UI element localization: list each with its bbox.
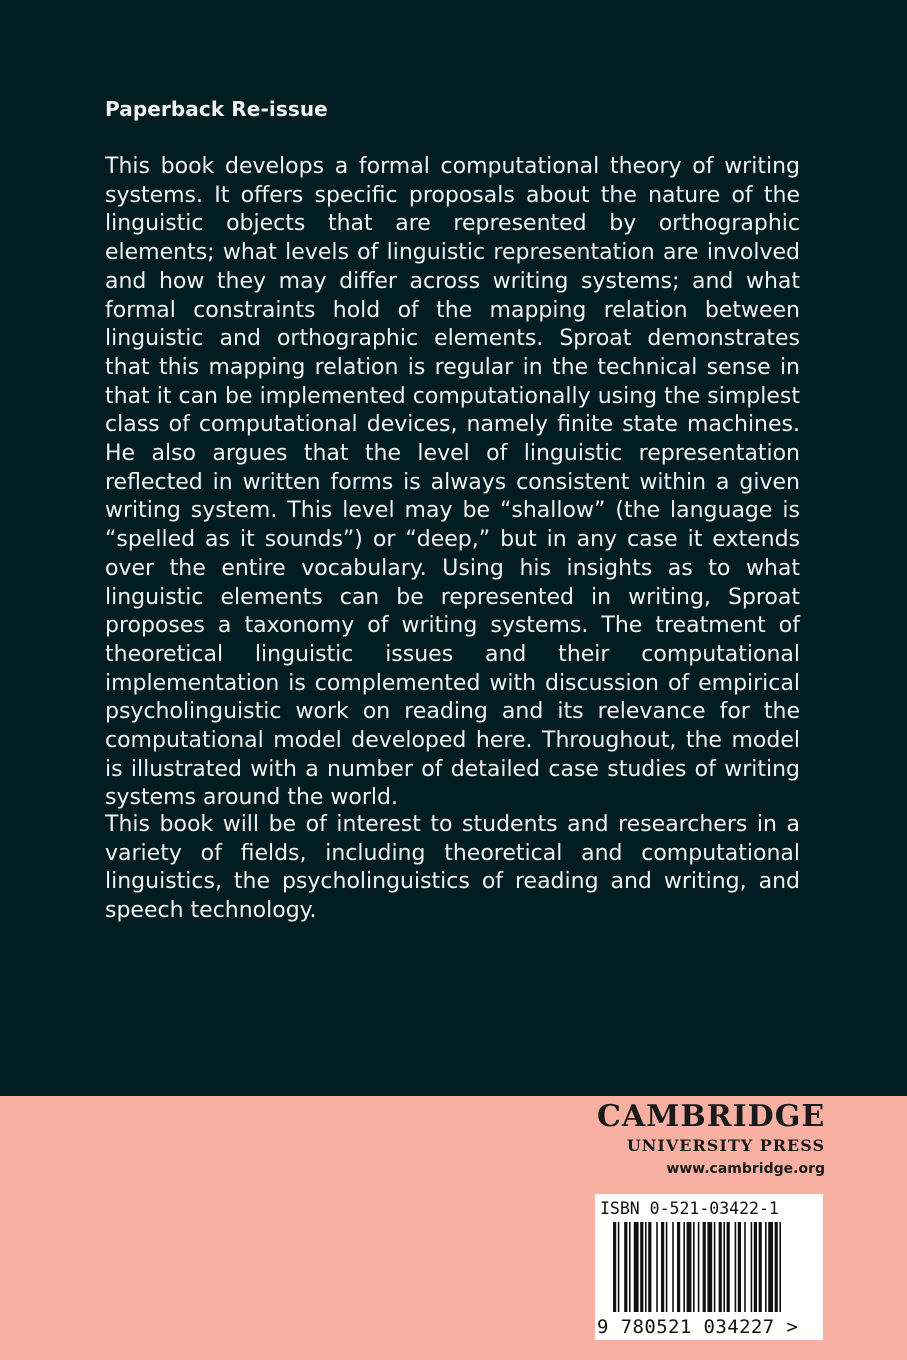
isbn-label: ISBN 0-521-03422-1 [600, 1199, 779, 1218]
barcode-panel [595, 1194, 823, 1340]
publisher-website: www.cambridge.org [666, 1161, 825, 1177]
publisher-block [597, 1098, 825, 1180]
publisher-subtitle: UNIVERSITY PRESS [626, 1136, 825, 1155]
publisher-name: CAMBRIDGE [597, 1099, 826, 1134]
audience-paragraph: This book will be of interest to students and researchers in a variety of fields, including theoretical and computational linguistics, the psycholinguistics of reading and writing, and speech technology. [105, 812, 800, 924]
description-paragraph: This book develops a formal computational theory of writing systems. It offers specific proposals about the nature of the linguistic objects that are represented by orthographic elements; what levels of linguistic representation are involved and how they may differ across writing systems; and what formal constraints hold of the mapping relation between linguistic and orthographic elements. Sproat demonstrates that this mapping relation is regular in the technical sense in that it can be implemented computationally using the simplest class of computational devices, namely finite state machines. He also argues that the level of linguistic representation reflected in written forms is always consistent within a given writing system. This level may be “shallow” (the language is “spelled as it sounds”) or “deep,” but in any case it extends over the entire vocabulary. Using his insights as to what linguistic elements can be represented in writing, Sproat proposes a taxonomy of writing systems. The treatment of theoretical linguistic issues and their computational implementation is complemented with discussion of empirical psycholinguistic work on reading and its relevance for the computational model developed here. Throughout, the model is illustrated with a number of detailed case studies of writing systems around the world. [105, 154, 800, 811]
ean-digits: 9 780521 034227 > [597, 1316, 799, 1338]
reissue-heading: Paperback Re-issue [105, 97, 328, 121]
